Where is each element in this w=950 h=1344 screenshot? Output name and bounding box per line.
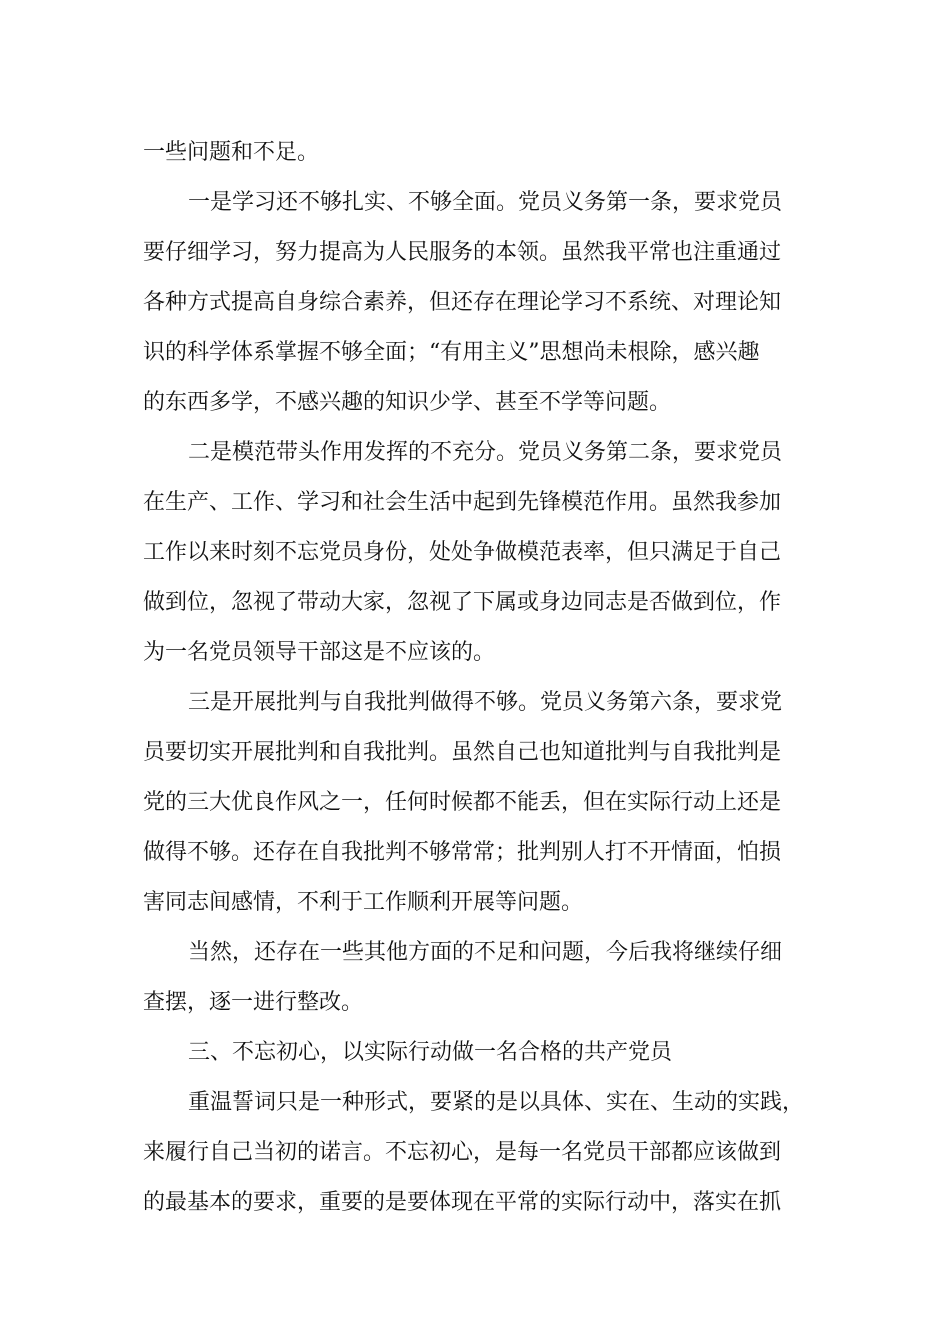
section-heading: 三、不忘初心，以实际行动做一名合格的共产党员 bbox=[188, 1040, 673, 1065]
text-line: 一是学习还不够扎实、不够全面。党员义务第一条，要求党员 bbox=[188, 190, 783, 215]
text-line: 为一名党员领导干部这是不应该的。 bbox=[143, 640, 496, 665]
text-line: 在生产、工作、学习和社会生活中起到先锋模范作用。虽然我参加 bbox=[143, 490, 782, 515]
text-line: 员要切实开展批判和自我批判。虽然自己也知道批判与自我批判是 bbox=[143, 740, 782, 765]
text-line: 党的三大优良作风之一，任何时候都不能丢，但在实际行动上还是 bbox=[143, 790, 782, 815]
text-line: 二是模范带头作用发挥的不充分。党员义务第二条，要求党员 bbox=[188, 440, 783, 465]
text-line: 要仔细学习，努力提高为人民服务的本领。虽然我平常也注重通过 bbox=[143, 240, 782, 265]
text-line: 的最基本的要求，重要的是要体现在平常的实际行动中，落实在抓 bbox=[143, 1190, 782, 1215]
text-line: 三是开展批判与自我批判做得不够。党员义务第六条，要求党 bbox=[188, 690, 783, 715]
text-line: 做得不够。还存在自我批判不够常常；批判别人打不开情面，怕损 bbox=[143, 840, 782, 865]
text-line: 工作以来时刻不忘党员身份，处处争做模范表率，但只满足于自己 bbox=[143, 540, 782, 565]
text-line: 一些问题和不足。 bbox=[143, 140, 320, 165]
text-line: 识的科学体系掌握不够全面；“有用主义”思想尚未根除，感兴趣 bbox=[143, 340, 760, 365]
body-text bbox=[143, 128, 808, 1228]
text-line: 来履行自己当初的诺言。不忘初心，是每一名党员干部都应该做到 bbox=[143, 1140, 782, 1165]
text-line: 查摆，逐一进行整改。 bbox=[143, 990, 364, 1015]
text-line: 当然，还存在一些其他方面的不足和问题，今后我将继续仔细 bbox=[188, 940, 783, 965]
text-line: 害同志间感情，不利于工作顺利开展等问题。 bbox=[143, 890, 584, 915]
text-line: 做到位，忽视了带动大家，忽视了下属或身边同志是否做到位，作 bbox=[143, 590, 782, 615]
text-line: 的东西多学，不感兴趣的知识少学、甚至不学等问题。 bbox=[143, 390, 672, 415]
text-line: 重温誓词只是一种形式，要紧的是以具体、实在、生动的实践， bbox=[188, 1090, 805, 1115]
text-line: 各种方式提高自身综合素养，但还存在理论学习不系统、对理论知 bbox=[143, 290, 782, 315]
